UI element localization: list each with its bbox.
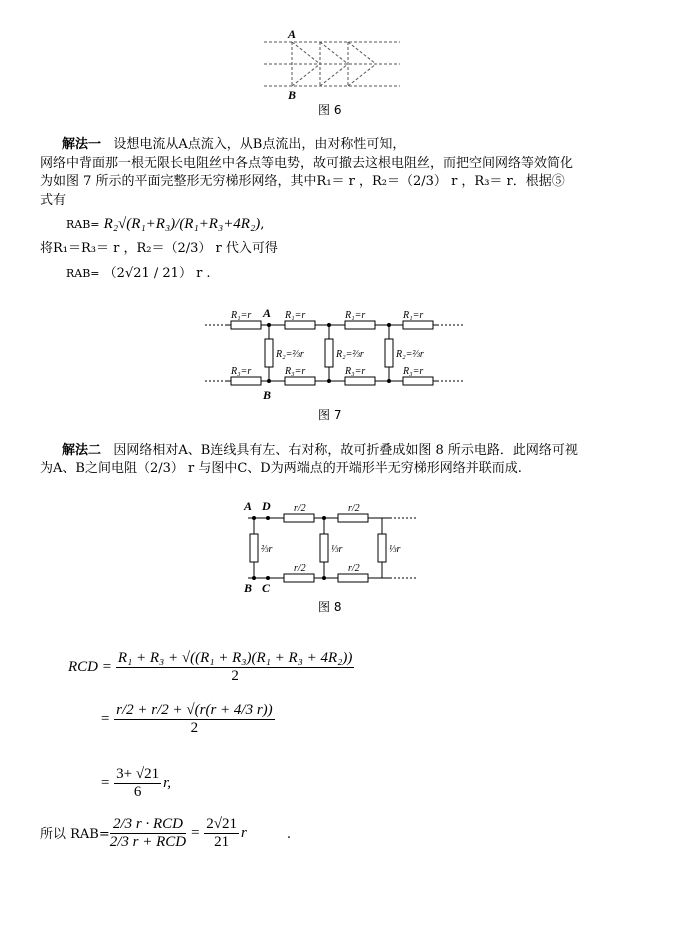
rab-label: RAB= [66, 218, 100, 231]
fig8-label-d: D [262, 499, 271, 513]
figure-7-caption: 图 7 [318, 408, 342, 422]
result-value: （2√21 / 21） r . [103, 266, 211, 281]
fig7-vertical-resistor-label: R₂=⅔r [276, 349, 304, 360]
fig8-vertical-resistor [378, 534, 386, 562]
result-label: RAB= [66, 267, 100, 280]
fig8-node [252, 576, 256, 580]
step2-fraction: $\frac{r/2 + r/2 + √(r(r + 4/3 r))}{2}$ [116, 702, 273, 736]
fig7-node [387, 379, 391, 383]
fig7-bottom-resistor-label: R₃=r [285, 366, 306, 377]
fig7-label-a: A [263, 306, 272, 320]
fig7-node [387, 323, 391, 327]
fig8-label-a: A [244, 499, 253, 513]
fig8-bottom-resistor [338, 574, 368, 582]
fig8-vertical-resistor-label: ⅓r [331, 544, 343, 555]
fig7-bottom-resistor [403, 377, 433, 385]
fig8-top-resistor [284, 514, 314, 522]
figure-6-caption: 图 6 [318, 103, 342, 117]
fig7-vertical-resistor [265, 339, 273, 367]
fig7-top-resistor-label: R₁=r [345, 310, 366, 321]
fig7-top-resistor-label: R₁=r [231, 310, 252, 321]
fig7-bottom-resistor-label: R₃=r [403, 366, 424, 377]
rab-formula: R₂√(R₁+R₃)/(R₁+R₃+4R₂) [103, 216, 261, 232]
fig7-node [327, 379, 331, 383]
fig8-vertical-resistor-label: ⅔r [261, 544, 273, 555]
fig8-vertical-resistor-label: ⅓r [389, 544, 401, 555]
figure-6-diagram [262, 24, 402, 100]
fig8-vertical-resistor [320, 534, 328, 562]
fig7-bottom-resistor-label: R₃=r [231, 366, 252, 377]
method2-line1: 解法二 因网络相对A、B连线具有左、右对称，故可折叠成如图 8 所示电路．此网络可视 [62, 443, 578, 458]
rcd-label: RCD = [68, 659, 112, 675]
figure-7-diagram [205, 303, 465, 403]
fig8-node [252, 516, 256, 520]
fig7-node [267, 323, 271, 327]
fig7-top-resistor [285, 321, 315, 329]
fig8-node [322, 516, 326, 520]
fig7-vertical-resistor [385, 339, 393, 367]
fig8-vertical-resistor [250, 534, 258, 562]
rab-formula-line: RAB= R₂√(R₁+R₃)/(R₁+R₃+4R₂), [66, 216, 265, 232]
fig7-bottom-resistor [231, 377, 261, 385]
fig7-top-resistor-label: R₁=r [403, 310, 424, 321]
figure-6-label-b: B [288, 88, 297, 100]
method1-line5: 将R₁＝R₃＝ r ，R₂＝（2/3） r 代入可得 [40, 241, 278, 256]
fig7-node [267, 379, 271, 383]
rcd-step1 [68, 650, 354, 685]
step1-fraction: $\frac{\text{R₁ + R₃ + √((R₁ + R₃)(R₁ + R₃ + 4R₂))}}{2}$ [117, 650, 353, 684]
final-fraction: $\frac{\text{2/3 r · RCD}}{\text{2/3 r + RCD}}$ [109, 816, 187, 850]
fig8-node [266, 516, 270, 520]
fig7-top-resistor [345, 321, 375, 329]
method2-line2: 为A、B之间电阻（2/3） r 与图中C、D为两端点的开端形半无穷梯形网络并联而成. [40, 461, 522, 476]
step3-fraction: $\frac{3+ √21}{6}$ [116, 766, 160, 800]
fig7-bottom-resistor [345, 377, 375, 385]
figure-8-diagram [240, 496, 420, 596]
method1-line1: 解法一 设想电流从A点流入，从B点流出，由对称性可知， [62, 137, 406, 152]
fig7-bottom-resistor [285, 377, 315, 385]
fig7-label-b: B [263, 388, 272, 402]
fig8-top-resistor-label: r/2 [348, 503, 360, 514]
figure-6-label-a: A [288, 27, 297, 41]
fig7-top-resistor [231, 321, 261, 329]
rcd-step3: = $\frac{3+ √21}{6}$ r, [100, 766, 172, 800]
final-result: 所以 RAB= $\frac{\text{2/3 r · RCD}}{\text{2/3 r + RCD}}$ = $\frac{2√21}{21}$ r . [40, 816, 291, 850]
figure-8-caption: 图 8 [318, 600, 342, 614]
method2-title: 解法二 [62, 443, 102, 458]
fig8-bottom-resistor-label: r/2 [348, 563, 360, 574]
fig7-vertical-resistor [325, 339, 333, 367]
fig7-top-resistor [403, 321, 433, 329]
fig8-bottom-resistor [284, 574, 314, 582]
fig8-bottom-resistor-label: r/2 [294, 563, 306, 574]
fig8-top-resistor [338, 514, 368, 522]
method1-line4: 式有 [40, 193, 67, 208]
fig8-top-resistor-label: r/2 [294, 503, 306, 514]
rab-result-line [66, 266, 211, 282]
final-value: $\frac{2√21}{21}$ [206, 816, 238, 850]
fig8-node [266, 576, 270, 580]
method1-title: 解法一 [62, 137, 102, 152]
fig7-node [327, 323, 331, 327]
fig8-label-c: C [262, 581, 271, 595]
fig7-bottom-resistor-label: R₃=r [345, 366, 366, 377]
rcd-step2: = $\frac{r/2 + r/2 + √(r(r + 4/3 r))}{2}$ [100, 702, 273, 736]
fig7-top-resistor-label: R₁=r [285, 310, 306, 321]
fig7-vertical-resistor-label: R₂=⅔r [336, 349, 364, 360]
final-prefix: 所以 RAB= [40, 827, 110, 842]
fig8-label-b: B [244, 581, 253, 595]
fig7-vertical-resistor-label: R₂=⅔r [396, 349, 424, 360]
method1-line3: 为如图 7 所示的平面完整形无穷梯形网络，其中R₁＝ r ，R₂＝（2/3） r ，R₃＝ r．根据⑤ [40, 174, 565, 189]
method1-line2: 网络中背面那一根无限长电阻丝中各点等电势，故可撤去这根电阻丝，而把空间网络等效简化 [40, 156, 574, 171]
fig8-node [322, 576, 326, 580]
